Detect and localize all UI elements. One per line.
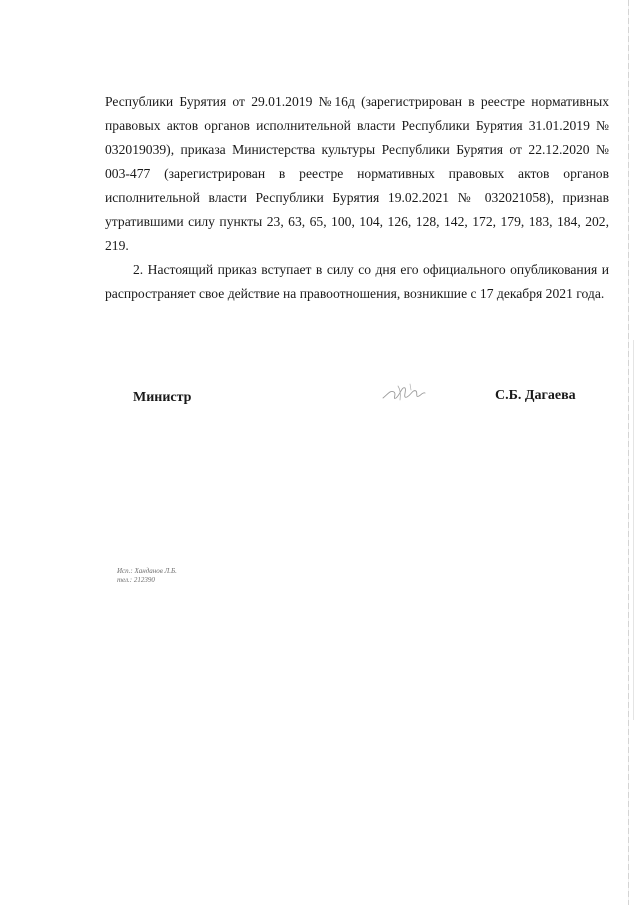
signature-title: Министр <box>133 390 192 405</box>
paragraph-2: 2. Настоящий приказ вступает в силу со дня его официального опубликования и распространяет свое действие на правоотношения, возникшие с 17 декабря 2021 года. <box>105 262 609 301</box>
paragraph-continuation: Республики Бурятия от 29.01.2019 №16д (зарегистрирован в реестре нормативных правовых актов органов исполнительной власти Республики Бурятия 31.01.2019 № 032019039), приказа Министерства культуры Республики Бурятия от 22.12.2020 № 003-477 (зарегистрирован в реестре нормативных правовых актов органов исполнительной власти Республики Бурятия 19.02.2021 № 032021058), признав утратившими силу пункты 23, 63, 65, 100, 104, 126, 128, 142, 172, 179, 183, 184, 202, 219. <box>105 94 609 253</box>
executor-name: Исп.: Ханданов Л.Б. <box>117 567 177 575</box>
scan-edge-line <box>628 0 629 905</box>
signatory-name: С.Б. Дагаева <box>495 388 576 403</box>
executor-phone: тел.: 212390 <box>117 576 155 584</box>
handwritten-signature <box>380 380 428 406</box>
document-body <box>105 90 609 306</box>
scan-edge-line-inner <box>633 340 634 720</box>
executor-note <box>117 567 177 585</box>
